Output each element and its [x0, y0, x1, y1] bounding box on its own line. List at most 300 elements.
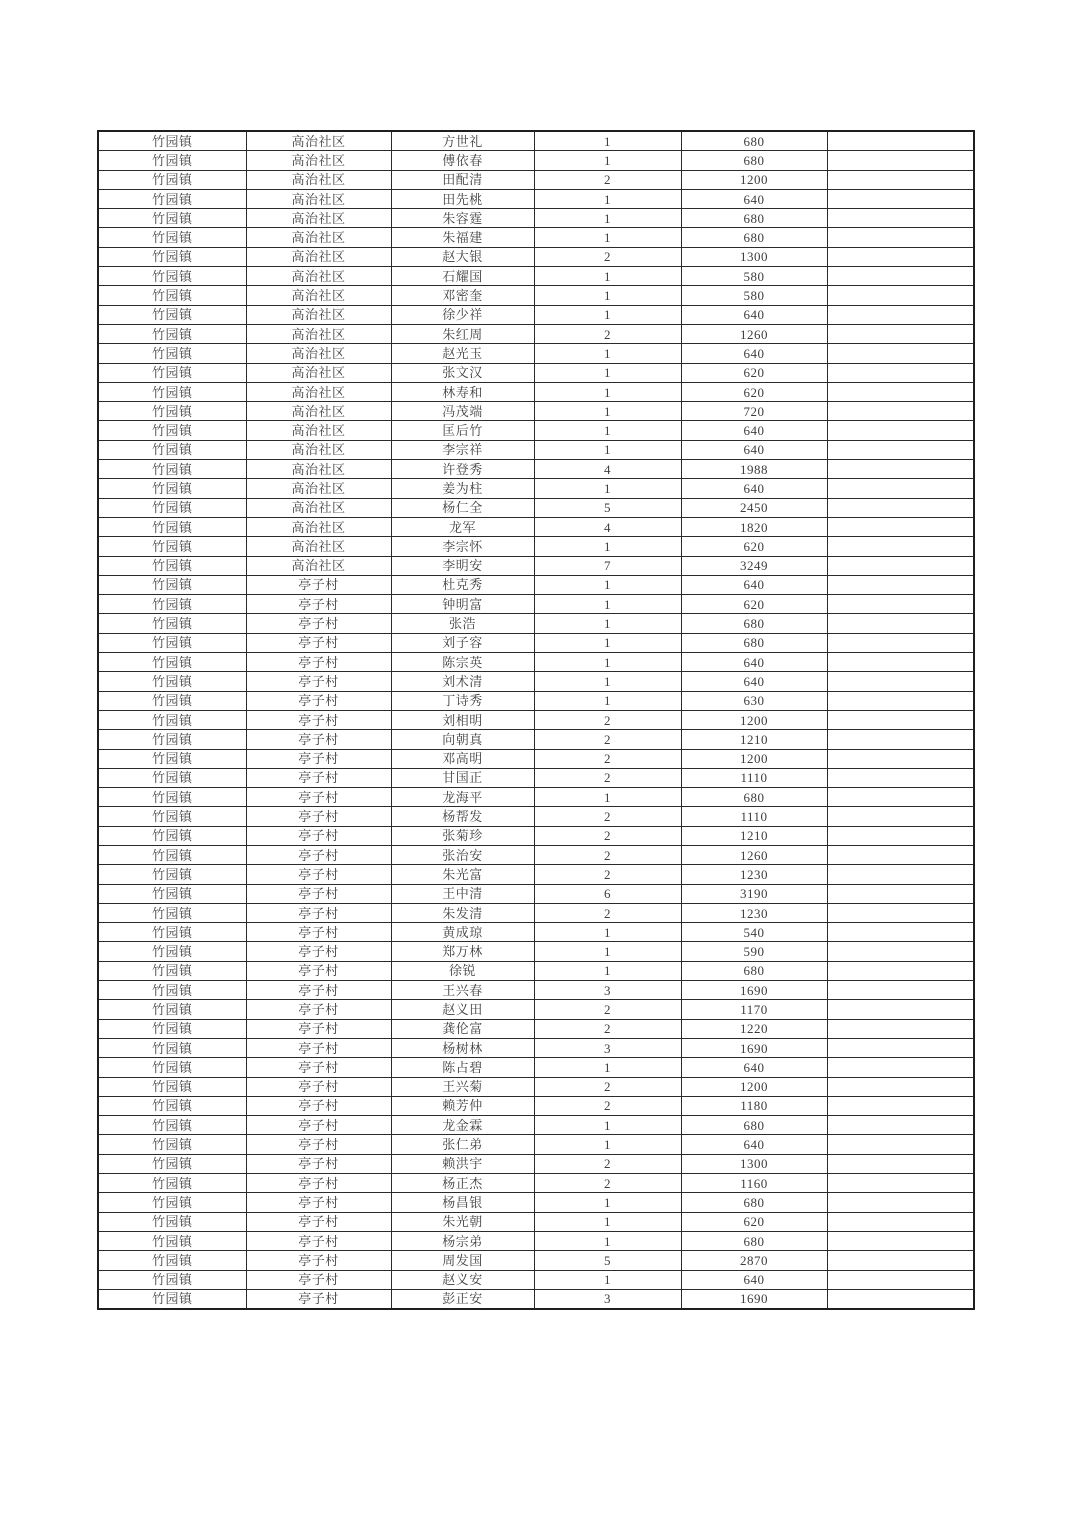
cell-count: 1 [534, 1135, 681, 1154]
cell-village: 高治社区 [246, 382, 391, 401]
cell-note [827, 923, 974, 942]
cell-town: 竹园镇 [98, 865, 246, 884]
cell-village: 高治社区 [246, 209, 391, 228]
cell-count: 4 [534, 517, 681, 536]
cell-amount: 2870 [681, 1251, 827, 1270]
cell-amount: 1200 [681, 170, 827, 189]
cell-town: 竹园镇 [98, 1116, 246, 1135]
cell-amount: 620 [681, 537, 827, 556]
cell-amount: 680 [681, 1193, 827, 1212]
cell-town: 竹园镇 [98, 884, 246, 903]
cell-count: 2 [534, 710, 681, 729]
cell-note [827, 1058, 974, 1077]
cell-person-name: 杨宗弟 [391, 1231, 534, 1250]
cell-town: 竹园镇 [98, 460, 246, 479]
cell-person-name: 赵大银 [391, 247, 534, 266]
cell-note [827, 653, 974, 672]
cell-town: 竹园镇 [98, 1058, 246, 1077]
cell-village: 高治社区 [246, 286, 391, 305]
cell-count: 1 [534, 1116, 681, 1135]
cell-amount: 640 [681, 1270, 827, 1289]
cell-person-name: 朱光富 [391, 865, 534, 884]
cell-note [827, 344, 974, 363]
cell-note [827, 460, 974, 479]
cell-town: 竹园镇 [98, 556, 246, 575]
cell-town: 竹园镇 [98, 942, 246, 961]
cell-town: 竹园镇 [98, 517, 246, 536]
table-row [98, 209, 974, 228]
cell-town: 竹园镇 [98, 1000, 246, 1019]
cell-person-name: 邓高明 [391, 749, 534, 768]
cell-town: 竹园镇 [98, 189, 246, 208]
cell-amount: 590 [681, 942, 827, 961]
cell-count: 2 [534, 845, 681, 864]
cell-count: 2 [534, 247, 681, 266]
cell-village: 高治社区 [246, 498, 391, 517]
cell-amount: 640 [681, 421, 827, 440]
cell-village: 高治社区 [246, 421, 391, 440]
cell-town: 竹园镇 [98, 1212, 246, 1231]
cell-village: 高治社区 [246, 344, 391, 363]
cell-note [827, 1038, 974, 1057]
cell-amount: 1820 [681, 517, 827, 536]
cell-count: 2 [534, 1077, 681, 1096]
cell-village: 亭子村 [246, 1038, 391, 1057]
cell-note [827, 151, 974, 170]
cell-village: 亭子村 [246, 788, 391, 807]
cell-village: 亭子村 [246, 1058, 391, 1077]
cell-note [827, 1096, 974, 1115]
cell-count: 1 [534, 1231, 681, 1250]
cell-count: 1 [534, 267, 681, 286]
cell-amount: 1200 [681, 1077, 827, 1096]
cell-town: 竹园镇 [98, 131, 246, 151]
cell-town: 竹园镇 [98, 672, 246, 691]
cell-amount: 540 [681, 923, 827, 942]
cell-town: 竹园镇 [98, 1231, 246, 1250]
cell-village: 亭子村 [246, 923, 391, 942]
cell-town: 竹园镇 [98, 903, 246, 922]
cell-town: 竹园镇 [98, 595, 246, 614]
cell-town: 竹园镇 [98, 653, 246, 672]
cell-count: 1 [534, 1212, 681, 1231]
cell-person-name: 杨仁全 [391, 498, 534, 517]
table-row [98, 537, 974, 556]
cell-village: 亭子村 [246, 845, 391, 864]
cell-person-name: 赖芳仲 [391, 1096, 534, 1115]
cell-note [827, 1174, 974, 1193]
cell-note [827, 768, 974, 787]
cell-count: 1 [534, 479, 681, 498]
cell-town: 竹园镇 [98, 826, 246, 845]
table-row [98, 151, 974, 170]
cell-note [827, 402, 974, 421]
cell-village: 高治社区 [246, 460, 391, 479]
cell-amount: 680 [681, 961, 827, 980]
cell-amount: 1988 [681, 460, 827, 479]
cell-count: 1 [534, 131, 681, 151]
cell-amount: 1690 [681, 981, 827, 1000]
cell-town: 竹园镇 [98, 845, 246, 864]
cell-count: 1 [534, 1193, 681, 1212]
cell-person-name: 石耀国 [391, 267, 534, 286]
cell-note [827, 845, 974, 864]
cell-count: 1 [534, 788, 681, 807]
cell-village: 亭子村 [246, 614, 391, 633]
cell-village: 亭子村 [246, 1019, 391, 1038]
cell-town: 竹园镇 [98, 1193, 246, 1212]
cell-amount: 680 [681, 151, 827, 170]
cell-town: 竹园镇 [98, 1019, 246, 1038]
table-row [98, 1077, 974, 1096]
table-row [98, 1270, 974, 1289]
table-row [98, 845, 974, 864]
table-row [98, 1251, 974, 1270]
cell-amount: 630 [681, 691, 827, 710]
cell-note [827, 324, 974, 343]
cell-amount: 1220 [681, 1019, 827, 1038]
cell-amount: 640 [681, 344, 827, 363]
cell-note [827, 247, 974, 266]
table-row [98, 440, 974, 459]
cell-amount: 1160 [681, 1174, 827, 1193]
cell-village: 亭子村 [246, 1116, 391, 1135]
cell-village: 亭子村 [246, 1135, 391, 1154]
cell-count: 1 [534, 595, 681, 614]
cell-count: 2 [534, 826, 681, 845]
cell-count: 2 [534, 749, 681, 768]
cell-village: 亭子村 [246, 1000, 391, 1019]
table-row [98, 691, 974, 710]
cell-count: 7 [534, 556, 681, 575]
cell-count: 2 [534, 1000, 681, 1019]
cell-person-name: 张治安 [391, 845, 534, 864]
cell-person-name: 赵义田 [391, 1000, 534, 1019]
table-row [98, 788, 974, 807]
cell-amount: 580 [681, 286, 827, 305]
cell-village: 亭子村 [246, 768, 391, 787]
cell-person-name: 黄成琼 [391, 923, 534, 942]
cell-amount: 620 [681, 1212, 827, 1231]
table-row [98, 826, 974, 845]
cell-village: 高治社区 [246, 247, 391, 266]
cell-person-name: 陈占碧 [391, 1058, 534, 1077]
cell-town: 竹园镇 [98, 1251, 246, 1270]
cell-amount: 1230 [681, 865, 827, 884]
cell-amount: 680 [681, 614, 827, 633]
cell-amount: 3190 [681, 884, 827, 903]
cell-village: 亭子村 [246, 1096, 391, 1115]
cell-amount: 640 [681, 1135, 827, 1154]
cell-town: 竹园镇 [98, 1270, 246, 1289]
cell-person-name: 田配清 [391, 170, 534, 189]
cell-village: 高治社区 [246, 537, 391, 556]
cell-amount: 1200 [681, 749, 827, 768]
cell-village: 亭子村 [246, 884, 391, 903]
cell-note [827, 749, 974, 768]
cell-town: 竹园镇 [98, 788, 246, 807]
cell-person-name: 彭正安 [391, 1289, 534, 1309]
cell-amount: 640 [681, 479, 827, 498]
table-row [98, 903, 974, 922]
cell-village: 亭子村 [246, 653, 391, 672]
cell-note [827, 1193, 974, 1212]
table-row [98, 170, 974, 189]
cell-count: 1 [534, 189, 681, 208]
cell-count: 2 [534, 768, 681, 787]
table-row [98, 575, 974, 594]
cell-town: 竹园镇 [98, 479, 246, 498]
cell-village: 亭子村 [246, 633, 391, 652]
cell-person-name: 龙军 [391, 517, 534, 536]
table-row [98, 1174, 974, 1193]
cell-amount: 1110 [681, 807, 827, 826]
cell-count: 2 [534, 324, 681, 343]
cell-town: 竹园镇 [98, 209, 246, 228]
cell-person-name: 赖洪宇 [391, 1154, 534, 1173]
cell-note [827, 131, 974, 151]
cell-amount: 1690 [681, 1038, 827, 1057]
cell-person-name: 王兴春 [391, 981, 534, 1000]
cell-village: 亭子村 [246, 710, 391, 729]
cell-note [827, 189, 974, 208]
cell-village: 亭子村 [246, 865, 391, 884]
cell-note [827, 730, 974, 749]
table-row [98, 1096, 974, 1115]
cell-count: 1 [534, 653, 681, 672]
cell-amount: 640 [681, 440, 827, 459]
cell-village: 亭子村 [246, 575, 391, 594]
cell-count: 4 [534, 460, 681, 479]
cell-note [827, 209, 974, 228]
table-row [98, 131, 974, 151]
table-row [98, 421, 974, 440]
cell-person-name: 张文汉 [391, 363, 534, 382]
cell-note [827, 170, 974, 189]
cell-person-name: 杨帮发 [391, 807, 534, 826]
cell-note [827, 614, 974, 633]
table-row [98, 1289, 974, 1309]
cell-count: 1 [534, 228, 681, 247]
cell-count: 1 [534, 382, 681, 401]
cell-town: 竹园镇 [98, 768, 246, 787]
cell-person-name: 李宗怀 [391, 537, 534, 556]
table-row [98, 479, 974, 498]
cell-town: 竹园镇 [98, 981, 246, 1000]
cell-note [827, 286, 974, 305]
cell-person-name: 杜克秀 [391, 575, 534, 594]
cell-town: 竹园镇 [98, 440, 246, 459]
cell-count: 1 [534, 672, 681, 691]
table-row [98, 981, 974, 1000]
cell-village: 高治社区 [246, 151, 391, 170]
cell-town: 竹园镇 [98, 1038, 246, 1057]
cell-note [827, 575, 974, 594]
cell-amount: 1200 [681, 710, 827, 729]
cell-count: 2 [534, 1096, 681, 1115]
cell-village: 高治社区 [246, 324, 391, 343]
cell-person-name: 刘术清 [391, 672, 534, 691]
cell-village: 高治社区 [246, 479, 391, 498]
cell-count: 1 [534, 286, 681, 305]
cell-town: 竹园镇 [98, 710, 246, 729]
cell-person-name: 甘国正 [391, 768, 534, 787]
cell-amount: 620 [681, 363, 827, 382]
cell-village: 高治社区 [246, 556, 391, 575]
cell-village: 亭子村 [246, 1193, 391, 1212]
cell-village: 亭子村 [246, 691, 391, 710]
table-row [98, 382, 974, 401]
cell-count: 1 [534, 942, 681, 961]
cell-note [827, 440, 974, 459]
cell-town: 竹园镇 [98, 633, 246, 652]
cell-town: 竹园镇 [98, 382, 246, 401]
cell-note [827, 1270, 974, 1289]
cell-note [827, 479, 974, 498]
cell-village: 高治社区 [246, 189, 391, 208]
cell-village: 亭子村 [246, 1077, 391, 1096]
cell-person-name: 朱容霆 [391, 209, 534, 228]
cell-village: 高治社区 [246, 131, 391, 151]
cell-count: 1 [534, 537, 681, 556]
cell-count: 1 [534, 209, 681, 228]
table-row [98, 633, 974, 652]
cell-village: 高治社区 [246, 170, 391, 189]
cell-count: 2 [534, 170, 681, 189]
table-row [98, 228, 974, 247]
cell-count: 1 [534, 1270, 681, 1289]
cell-person-name: 冯茂端 [391, 402, 534, 421]
table-row [98, 1058, 974, 1077]
cell-village: 高治社区 [246, 440, 391, 459]
cell-note [827, 884, 974, 903]
table-row [98, 344, 974, 363]
cell-person-name: 许登秀 [391, 460, 534, 479]
cell-count: 5 [534, 1251, 681, 1270]
table-row [98, 305, 974, 324]
cell-village: 亭子村 [246, 595, 391, 614]
cell-town: 竹园镇 [98, 807, 246, 826]
table-row [98, 672, 974, 691]
cell-count: 2 [534, 730, 681, 749]
cell-count: 5 [534, 498, 681, 517]
cell-person-name: 王兴菊 [391, 1077, 534, 1096]
cell-count: 2 [534, 807, 681, 826]
cell-person-name: 赵义安 [391, 1270, 534, 1289]
table-row [98, 653, 974, 672]
table-row [98, 363, 974, 382]
table-row [98, 730, 974, 749]
cell-person-name: 张仁弟 [391, 1135, 534, 1154]
cell-town: 竹园镇 [98, 286, 246, 305]
cell-person-name: 徐少祥 [391, 305, 534, 324]
cell-person-name: 杨昌银 [391, 1193, 534, 1212]
cell-count: 1 [534, 614, 681, 633]
cell-amount: 1260 [681, 845, 827, 864]
table-row [98, 614, 974, 633]
cell-note [827, 1289, 974, 1309]
cell-person-name: 李明安 [391, 556, 534, 575]
cell-amount: 1260 [681, 324, 827, 343]
cell-village: 亭子村 [246, 749, 391, 768]
cell-person-name: 郑万林 [391, 942, 534, 961]
cell-note [827, 1000, 974, 1019]
cell-amount: 2450 [681, 498, 827, 517]
cell-note [827, 537, 974, 556]
table-row [98, 1193, 974, 1212]
cell-person-name: 邓密奎 [391, 286, 534, 305]
table-row [98, 865, 974, 884]
cell-person-name: 姜为柱 [391, 479, 534, 498]
cell-person-name: 向朝真 [391, 730, 534, 749]
cell-village: 亭子村 [246, 826, 391, 845]
cell-person-name: 田先桃 [391, 189, 534, 208]
cell-town: 竹园镇 [98, 1077, 246, 1096]
table-row [98, 749, 974, 768]
cell-person-name: 朱发清 [391, 903, 534, 922]
cell-note [827, 826, 974, 845]
cell-amount: 640 [681, 575, 827, 594]
cell-town: 竹园镇 [98, 151, 246, 170]
cell-person-name: 刘子容 [391, 633, 534, 652]
table-row [98, 1038, 974, 1057]
cell-count: 1 [534, 344, 681, 363]
cell-amount: 620 [681, 382, 827, 401]
cell-count: 2 [534, 1154, 681, 1173]
table-row [98, 1116, 974, 1135]
cell-village: 亭子村 [246, 1212, 391, 1231]
cell-count: 1 [534, 402, 681, 421]
cell-village: 亭子村 [246, 1270, 391, 1289]
cell-town: 竹园镇 [98, 691, 246, 710]
cell-note [827, 1231, 974, 1250]
table-row [98, 923, 974, 942]
cell-town: 竹园镇 [98, 1154, 246, 1173]
cell-person-name: 杨正杰 [391, 1174, 534, 1193]
cell-town: 竹园镇 [98, 305, 246, 324]
table-row [98, 942, 974, 961]
table-row [98, 595, 974, 614]
cell-person-name: 陈宗英 [391, 653, 534, 672]
table-row [98, 1231, 974, 1250]
cell-town: 竹园镇 [98, 1135, 246, 1154]
cell-amount: 1210 [681, 826, 827, 845]
cell-village: 亭子村 [246, 730, 391, 749]
cell-amount: 640 [681, 1058, 827, 1077]
cell-amount: 680 [681, 1116, 827, 1135]
cell-town: 竹园镇 [98, 344, 246, 363]
cell-amount: 1180 [681, 1096, 827, 1115]
cell-note [827, 672, 974, 691]
table-row [98, 460, 974, 479]
cell-note [827, 633, 974, 652]
cell-note [827, 942, 974, 961]
cell-count: 1 [534, 305, 681, 324]
cell-person-name: 张菊珍 [391, 826, 534, 845]
cell-count: 1 [534, 633, 681, 652]
cell-person-name: 周发国 [391, 1251, 534, 1270]
cell-person-name: 方世礼 [391, 131, 534, 151]
cell-village: 高治社区 [246, 402, 391, 421]
cell-town: 竹园镇 [98, 324, 246, 343]
cell-amount: 1300 [681, 247, 827, 266]
cell-note [827, 267, 974, 286]
cell-town: 竹园镇 [98, 421, 246, 440]
cell-amount: 1690 [681, 1289, 827, 1309]
cell-person-name: 朱光朝 [391, 1212, 534, 1231]
cell-town: 竹园镇 [98, 1096, 246, 1115]
cell-person-name: 徐锐 [391, 961, 534, 980]
